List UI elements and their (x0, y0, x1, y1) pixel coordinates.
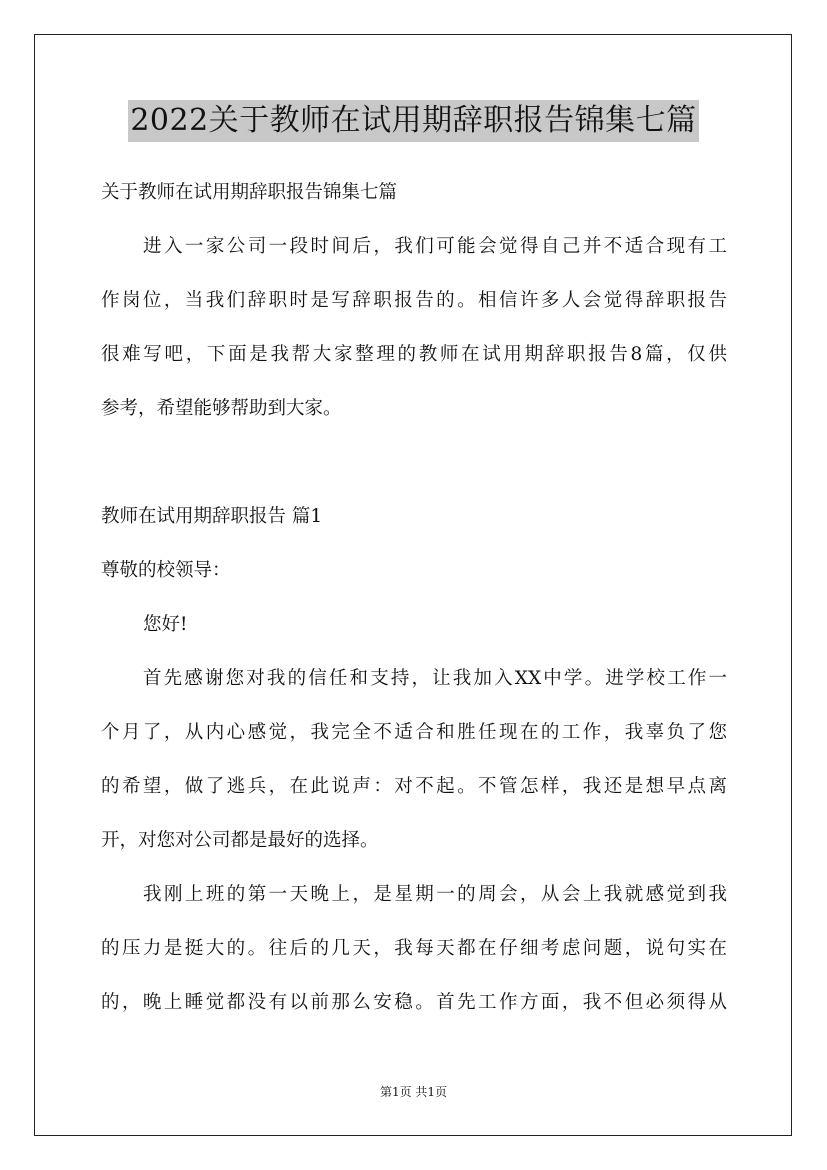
intro-line: 很难写吧，下面是我帮大家整理的教师在试用期辞职报告8篇，仅供 (101, 344, 727, 365)
paragraph-line: 开，对您对公司都是最好的选择。 (101, 830, 379, 851)
document-subtitle: 关于教师在试用期辞职报告锦集七篇 (101, 182, 398, 203)
document-title: 2022关于教师在试用期辞职报告锦集七篇 (128, 100, 698, 142)
section-heading: 教师在试用期辞职报告 篇1 (101, 506, 323, 527)
document-body (101, 170, 727, 1034)
intro-line: 作岗位，当我们辞职时是写辞职报告的。相信许多人会觉得辞职报告 (101, 290, 727, 311)
paragraph-spacer (101, 440, 727, 494)
intro-line: 参考，希望能够帮助到大家。 (101, 398, 342, 419)
page-footer (0, 1082, 827, 1102)
paragraph-line: 我刚上班的第一天晚上，是星期一的周会，从会上我就感觉到我 (143, 884, 727, 905)
paragraph-line: 个月了，从内心感觉，我完全不适合和胜任现在的工作，我辜负了您 (101, 722, 727, 743)
page-number: 第1页 共1页 (379, 1085, 448, 1099)
paragraph-line: 的压力是挺大的。往后的几天，我每天都在仔细考虑问题，说句实在 (101, 938, 727, 959)
paragraph-line: 的希望，做了逃兵，在此说声：对不起。不管怎样，我还是想早点离 (101, 776, 727, 797)
greeting: 您好! (143, 614, 188, 635)
intro-line: 进入一家公司一段时间后，我们可能会觉得自己并不适合现有工 (143, 236, 727, 257)
salutation: 尊敬的校领导： (101, 560, 231, 581)
title-container (0, 100, 827, 142)
paragraph-line: 首先感谢您对我的信任和支持，让我加入XX中学。进学校工作一 (143, 668, 727, 689)
paragraph-line: 的，晚上睡觉都没有以前那么安稳。首先工作方面，我不但必须得从 (101, 992, 727, 1013)
